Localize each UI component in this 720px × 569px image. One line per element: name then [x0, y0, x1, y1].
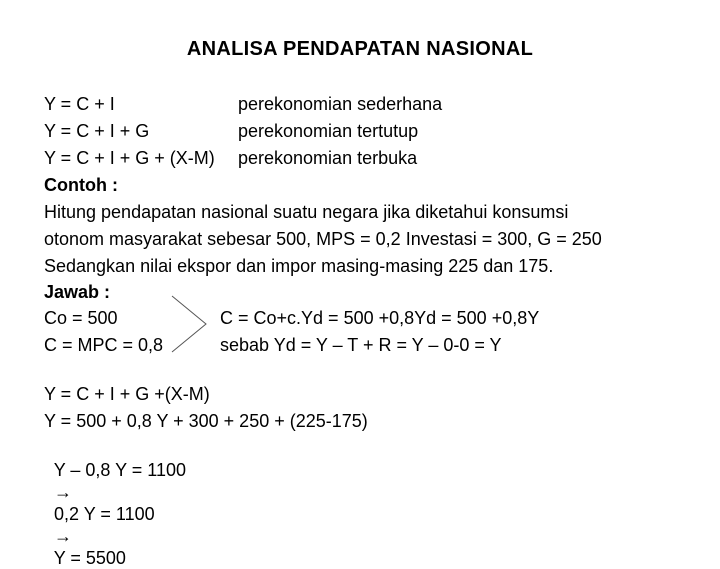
problem-line: otonom masyarakat sebesar 500, MPS = 0,2 Investasi = 300, G = 250 [44, 229, 602, 249]
final-step-b: 0,2 Y = 1100 [54, 504, 155, 524]
solution-line: Y = C + I + G +(X-M) [44, 384, 210, 404]
formula-eq-simple: Y = C + I [44, 94, 115, 114]
page-title: ANALISA PENDAPATAN NASIONAL [186, 38, 534, 60]
contoh-label: Contoh : [44, 175, 118, 195]
given-mpc: C = MPC = 0,8 [44, 335, 164, 355]
problem-line: Hitung pendapatan nasional suatu negara jika diketahui konsumsi [44, 202, 569, 222]
final-line [44, 437, 186, 569]
formula-desc-simple: perekonomian sederhana [238, 94, 443, 114]
arrow-right-icon: → [54, 526, 73, 546]
jawab-label: Jawab : [44, 282, 111, 302]
solution-line: Y = 500 + 0,8 Y + 300 + 250 + (225-175) [44, 411, 368, 431]
arrow-right-icon: → [54, 482, 73, 502]
given-co: Co = 500 [44, 308, 118, 328]
given-c-equation: C = Co+c.Yd = 500 +0,8Yd = 500 +0,8Y [220, 308, 540, 328]
formula-eq-closed: Y = C + I + G [44, 121, 150, 141]
brace-icon [170, 294, 208, 354]
formula-eq-open: Y = C + I + G + (X-M) [44, 148, 215, 168]
final-step-a: Y – 0,8 Y = 1100 [53, 460, 186, 480]
formula-desc-open: perekonomian terbuka [238, 148, 418, 168]
given-yd-equation: sebab Yd = Y – T + R = Y – 0-0 = Y [220, 335, 502, 355]
problem-line: Sedangkan nilai ekspor dan impor masing-masing 225 dan 175. [44, 256, 554, 276]
final-step-c: Y = 5500 [53, 548, 126, 568]
formula-desc-closed: perekonomian tertutup [238, 121, 419, 141]
